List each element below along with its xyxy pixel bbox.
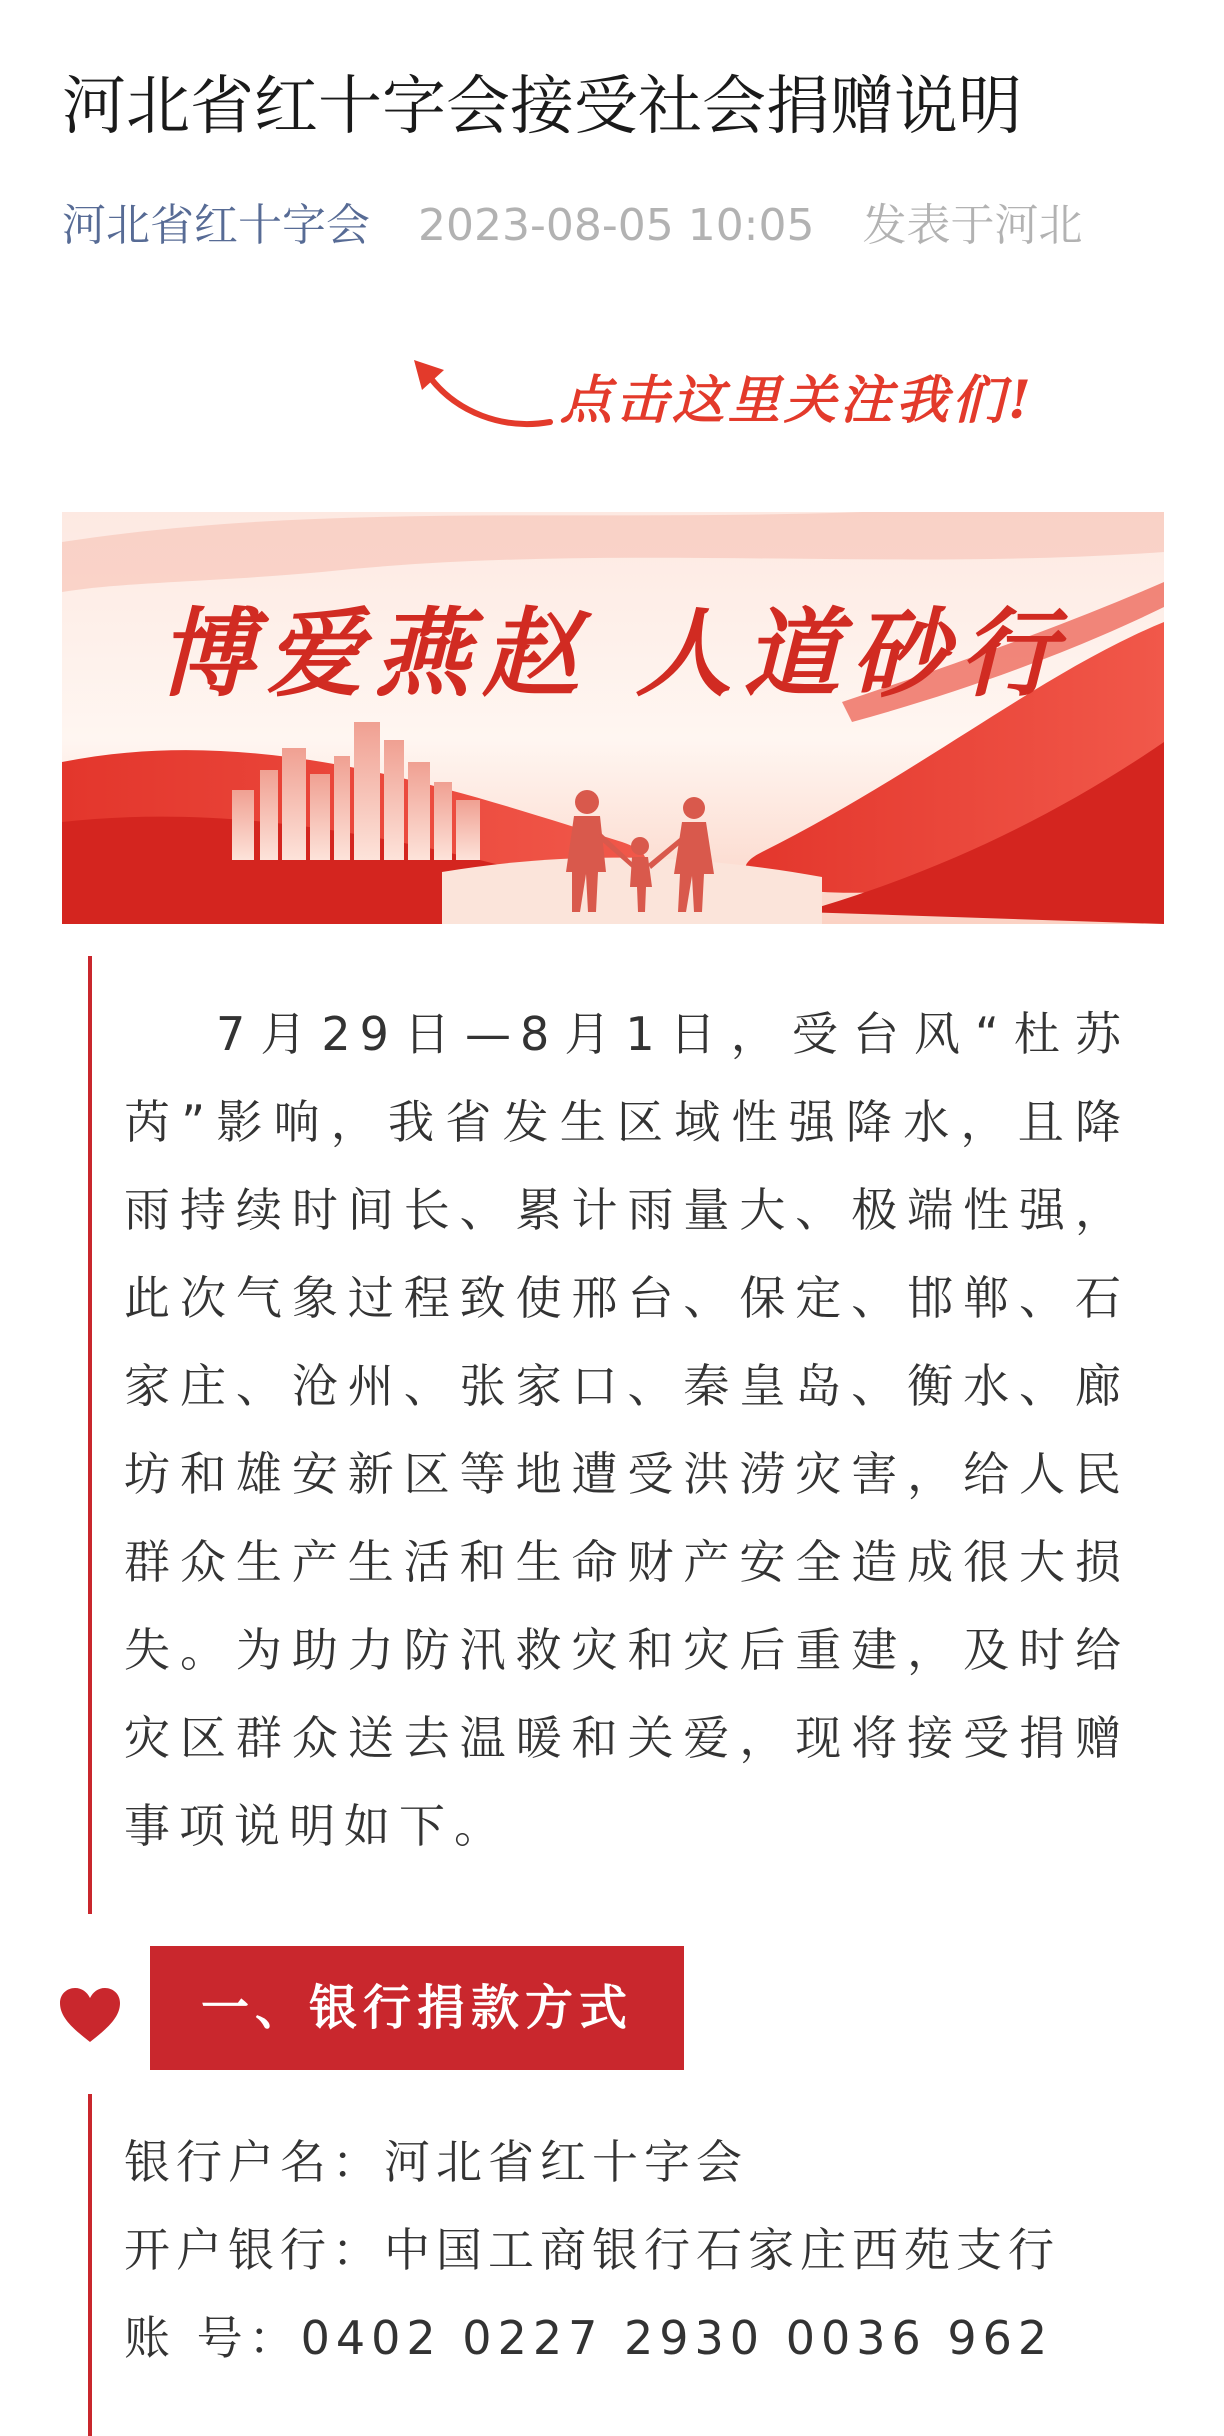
bank-account-name: 银行户名：河北省红十字会 xyxy=(124,2135,748,2189)
banner-illustration xyxy=(62,512,1164,924)
article-title: 河北省红十字会接受社会捐赠说明 xyxy=(62,70,1022,144)
banner-image xyxy=(62,512,1164,924)
publish-location: 发表于河北 xyxy=(862,200,1083,251)
bank-account-number: 账 号：0402 0227 2930 0036 962 xyxy=(124,2311,1054,2365)
heart-icon xyxy=(58,1986,122,2044)
section-heading-bank-donation: 一、银行捐款方式 xyxy=(150,1946,684,2070)
publish-datetime: 2023-08-05 10:05 xyxy=(418,200,815,251)
follow-prompt[interactable] xyxy=(410,352,1050,452)
article-meta xyxy=(62,196,1083,256)
intro-paragraph: 7月29日—8月1日，受台风“杜苏芮”影响，我省发生区域性强降水，且降雨持续时间长、累计雨量大、极端性强，此次气象过程致使邢台、保定、邯郸、石家庄、沧州、张家口、秦皇岛、衡水、廊坊和雄安新区等地遭受洪涝灾害，给人民群众生产生活和生命财产安全造成很大损失。为助力防汛救灾和灾后重建，及时给灾区群众送去温暖和关爱，现将接受捐赠事项说明如下。 xyxy=(124,1007,1130,1853)
intro-rule-line xyxy=(88,956,92,1914)
follow-prompt-text: 点击这里关注我们! xyxy=(560,370,1035,431)
bank-rule-line xyxy=(88,2094,92,2436)
bank-branch: 开户银行：中国工商银行石家庄西苑支行 xyxy=(124,2223,1060,2277)
curved-arrow-icon xyxy=(410,352,560,452)
banner-slogan: 博爱燕赵 人道砂行 xyxy=(158,597,1068,710)
author-link[interactable]: 河北省红十字会 xyxy=(62,200,370,251)
bank-info xyxy=(124,2118,1164,2382)
